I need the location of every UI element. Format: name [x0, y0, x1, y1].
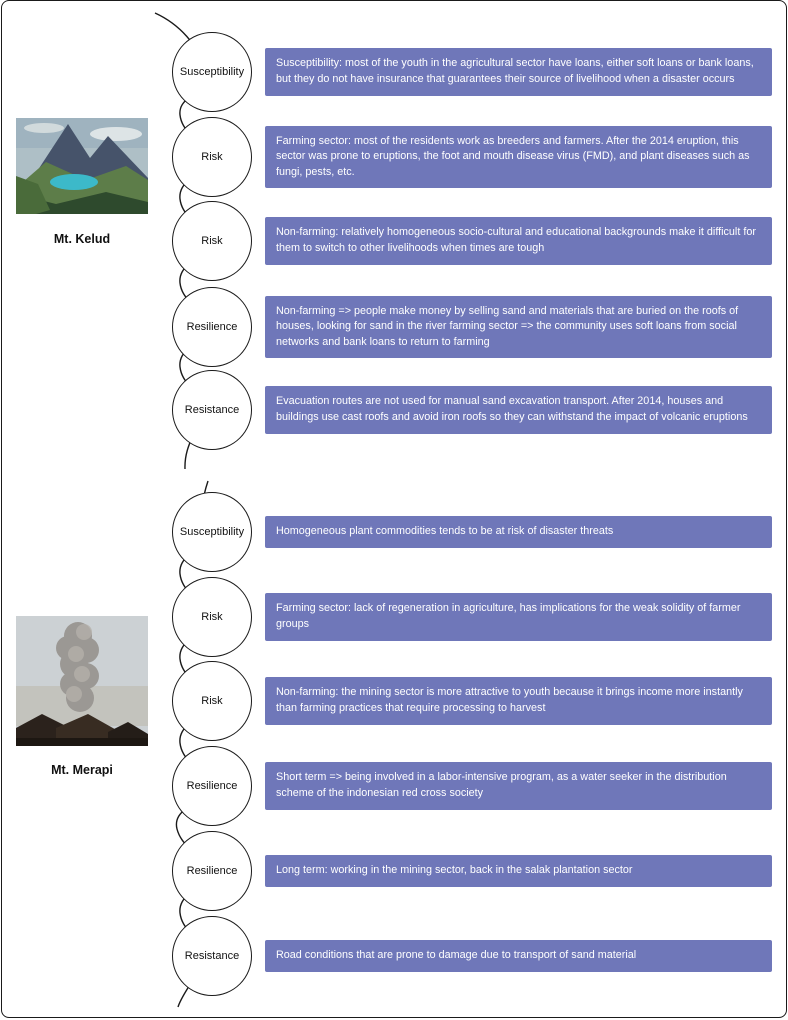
mt-merapi-label: Mt. Merapi	[51, 763, 113, 777]
description-box	[265, 217, 772, 264]
category-label: Susceptibility	[179, 526, 245, 538]
description-box	[265, 677, 772, 724]
description-text: Evacuation routes are not used for manual sand excavation transport. After 2014, houses and buildings use cast roofs and avoid iron roofs so they can withstand the impact of volcanic eruptions	[276, 395, 748, 423]
flow-row	[172, 370, 772, 450]
description-text: Short term => being involved in a labor-intensive program, as a water seeker in the distribution scheme of the indonesian red cross society	[276, 771, 727, 799]
category-label: Risk	[201, 235, 223, 247]
mt-kelud-photo	[16, 118, 148, 214]
category-label: Resilience	[186, 321, 238, 333]
description-box	[265, 762, 772, 809]
flow-row	[172, 746, 772, 826]
description-box	[265, 593, 772, 640]
description-text: Non-farming: the mining sector is more attractive to youth because it brings income more instantly than farming practices that require processing to harvest	[276, 686, 743, 714]
flow-row	[172, 831, 772, 911]
flow-row	[172, 661, 772, 741]
description-box	[265, 516, 772, 548]
flow-row	[172, 577, 772, 657]
description-text: Farming sector: most of the residents work as breeders and farmers. After the 2014 eruption, this sector was prone to eruptions, the foot and mouth disease virus (FMD), and plant diseases such as fungi, pests, etc.	[276, 134, 750, 178]
category-label: Susceptibility	[179, 66, 245, 78]
category-label: Resilience	[186, 865, 238, 877]
category-label: Resistance	[184, 950, 240, 962]
description-text: Farming sector: lack of regeneration in agriculture, has implications for the weak solidity of farmer groups	[276, 602, 741, 630]
category-label: Resistance	[184, 404, 240, 416]
category-circle	[172, 577, 252, 657]
description-box	[265, 386, 772, 433]
description-text: Susceptibility: most of the youth in the agricultural sector have loans, either soft loans or bank loans, but they do not have insurance that guarantees their source of livelihood when a disaster occurs	[276, 57, 754, 85]
description-text: Road conditions that are prone to damage due to transport of sand material	[276, 949, 637, 962]
description-text: Long term: working in the mining sector, back in the salak plantation sector	[276, 864, 633, 877]
category-circle	[172, 287, 252, 367]
category-circle	[172, 746, 252, 826]
description-text: Non-farming => people make money by selling sand and materials that are buried on the roofs of houses, looking for sand in the river farming sector => the community uses soft loans from social networks and bank loans to return to farming	[276, 304, 739, 348]
description-box	[265, 48, 772, 95]
category-circle	[172, 117, 252, 197]
category-circle	[172, 370, 252, 450]
category-label: Risk	[201, 611, 223, 623]
description-box	[265, 855, 772, 887]
category-circle	[172, 916, 252, 996]
description-box	[265, 296, 772, 359]
category-circle	[172, 831, 252, 911]
flow-row	[172, 492, 772, 572]
mt-kelud-label: Mt. Kelud	[53, 232, 111, 246]
category-circle	[172, 492, 252, 572]
category-circle	[172, 661, 252, 741]
flow-row	[172, 32, 772, 112]
flow-row	[172, 916, 772, 996]
flow-row	[172, 201, 772, 281]
category-label: Resilience	[186, 780, 238, 792]
mt-merapi-photo	[16, 616, 148, 746]
flow-row	[172, 287, 772, 367]
category-circle	[172, 201, 252, 281]
description-box	[265, 940, 772, 972]
flow-row	[172, 117, 772, 197]
figure-canvas	[1, 0, 787, 1018]
description-text: Homogeneous plant commodities tends to be at risk of disaster threats	[276, 525, 614, 538]
description-box	[265, 126, 772, 189]
category-label: Risk	[201, 151, 223, 163]
description-text: Non-farming: relatively homogeneous socio-cultural and educational backgrounds make it difficult for them to switch to other livelihoods when times are tough	[276, 226, 756, 254]
category-circle	[172, 32, 252, 112]
category-label: Risk	[201, 695, 223, 707]
